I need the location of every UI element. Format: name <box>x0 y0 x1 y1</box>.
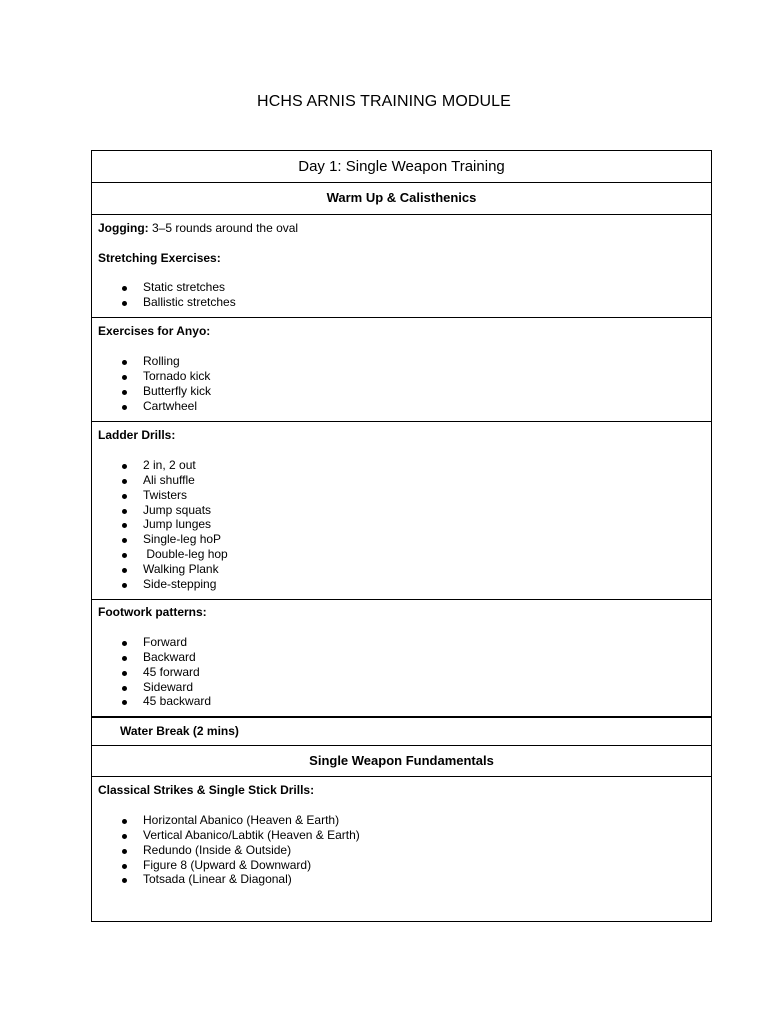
anyo-section <box>92 317 711 421</box>
list-item <box>98 635 711 650</box>
bullet-icon <box>122 656 127 661</box>
list-item <box>98 458 711 473</box>
list-item-text: Butterfly kick <box>143 383 212 398</box>
jogging-label: Jogging: <box>98 221 149 235</box>
list-item <box>98 517 711 532</box>
list-item-text: Sideward <box>143 679 194 694</box>
list-item-text: Walking Plank <box>143 562 219 577</box>
list-item-text: Ali shuffle <box>143 472 195 487</box>
footwork-list <box>98 635 711 709</box>
list-item-text: 45 forward <box>143 664 200 679</box>
list-item <box>98 473 711 488</box>
bullet-icon <box>122 583 127 588</box>
bullet-icon <box>122 286 127 291</box>
strikes-list <box>98 813 711 887</box>
warmup-heading-row <box>92 182 711 214</box>
list-item <box>98 843 711 858</box>
list-item-text: Vertical Abanico/Labtik (Heaven & Earth) <box>143 827 360 842</box>
list-item <box>98 858 711 873</box>
anyo-label: Exercises for Anyo: <box>98 324 211 338</box>
bullet-icon <box>122 553 127 558</box>
bullet-icon <box>122 864 127 869</box>
list-item-text: 45 backward <box>143 694 212 709</box>
bullet-icon <box>122 479 127 484</box>
list-item <box>98 828 711 843</box>
list-item-text: Ballistic stretches <box>143 294 236 309</box>
list-item <box>98 503 711 518</box>
bullet-icon <box>122 819 127 824</box>
jogging-line <box>98 221 711 236</box>
ladder-label: Ladder Drills: <box>98 428 176 442</box>
list-item-text: Static stretches <box>143 279 226 294</box>
bullet-icon <box>122 509 127 514</box>
footwork-section <box>92 599 711 716</box>
day-heading-row <box>92 151 711 182</box>
bullet-icon <box>122 538 127 543</box>
list-item-text: 2 in, 2 out <box>143 457 196 472</box>
bullet-icon <box>122 464 127 469</box>
stretching-list <box>98 280 711 310</box>
list-item <box>98 577 711 592</box>
list-item <box>98 665 711 680</box>
bullet-icon <box>122 494 127 499</box>
list-item <box>98 680 711 695</box>
list-item <box>98 813 711 828</box>
bullet-icon <box>122 301 127 306</box>
bullet-icon <box>122 375 127 380</box>
bullet-icon <box>122 360 127 365</box>
list-item <box>98 280 711 295</box>
list-item-text: Twisters <box>143 487 188 502</box>
list-item-text: Redundo (Inside & Outside) <box>143 842 292 857</box>
list-item <box>98 369 711 384</box>
anyo-list <box>98 354 711 414</box>
list-item-text: Figure 8 (Upward & Downward) <box>143 857 312 872</box>
ladder-list <box>98 458 711 592</box>
training-table <box>91 150 712 922</box>
list-item <box>98 694 711 709</box>
list-item <box>98 532 711 547</box>
list-item <box>98 562 711 577</box>
bullet-icon <box>122 849 127 854</box>
bullet-icon <box>122 641 127 646</box>
list-item-text: Double-leg hop <box>143 547 228 562</box>
list-item <box>98 354 711 369</box>
list-item-text: Forward <box>143 634 188 649</box>
warmup-section <box>92 214 711 317</box>
strikes-section <box>92 776 711 921</box>
jogging-text: 3–5 rounds around the oval <box>148 221 299 235</box>
list-item-text: Backward <box>143 649 196 664</box>
water-break-row <box>92 716 711 745</box>
fundamentals-heading: Single Weapon Fundamentals <box>309 753 494 768</box>
footwork-label: Footwork patterns: <box>98 605 207 619</box>
strikes-label: Classical Strikes & Single Stick Drills: <box>98 783 315 797</box>
list-item-text: Cartwheel <box>143 398 198 413</box>
list-item-text: Jump squats <box>143 502 212 517</box>
list-item-text: Single-leg hoP <box>143 532 222 547</box>
list-item <box>98 547 711 562</box>
stretching-label: Stretching Exercises: <box>98 250 221 265</box>
list-item-text: Jump lunges <box>143 517 212 532</box>
list-item-text: Tornado kick <box>143 368 211 383</box>
list-item-text: Horizontal Abanico (Heaven & Earth) <box>143 812 340 827</box>
day-heading: Day 1: Single Weapon Training <box>298 158 505 175</box>
list-item <box>98 488 711 503</box>
bullet-icon <box>122 686 127 691</box>
ladder-section <box>92 421 711 599</box>
list-item-text: Side-stepping <box>143 577 217 592</box>
bullet-icon <box>122 523 127 528</box>
list-item <box>98 650 711 665</box>
list-item <box>98 295 711 310</box>
list-item-text: Rolling <box>143 353 180 368</box>
list-item-text: Totsada (Linear & Diagonal) <box>143 872 292 887</box>
bullet-icon <box>122 671 127 676</box>
list-item <box>98 384 711 399</box>
bullet-icon <box>122 700 127 705</box>
list-item <box>98 872 711 887</box>
water-break: Water Break (2 mins) <box>120 724 239 738</box>
bullet-icon <box>122 834 127 839</box>
warmup-heading: Warm Up & Calisthenics <box>326 190 477 205</box>
fundamentals-heading-row <box>92 745 711 776</box>
bullet-icon <box>122 878 127 883</box>
bullet-icon <box>122 568 127 573</box>
bullet-icon <box>122 405 127 410</box>
list-item <box>98 399 711 414</box>
bullet-icon <box>122 390 127 395</box>
page-title: HCHS ARNIS TRAINING MODULE <box>257 93 511 110</box>
